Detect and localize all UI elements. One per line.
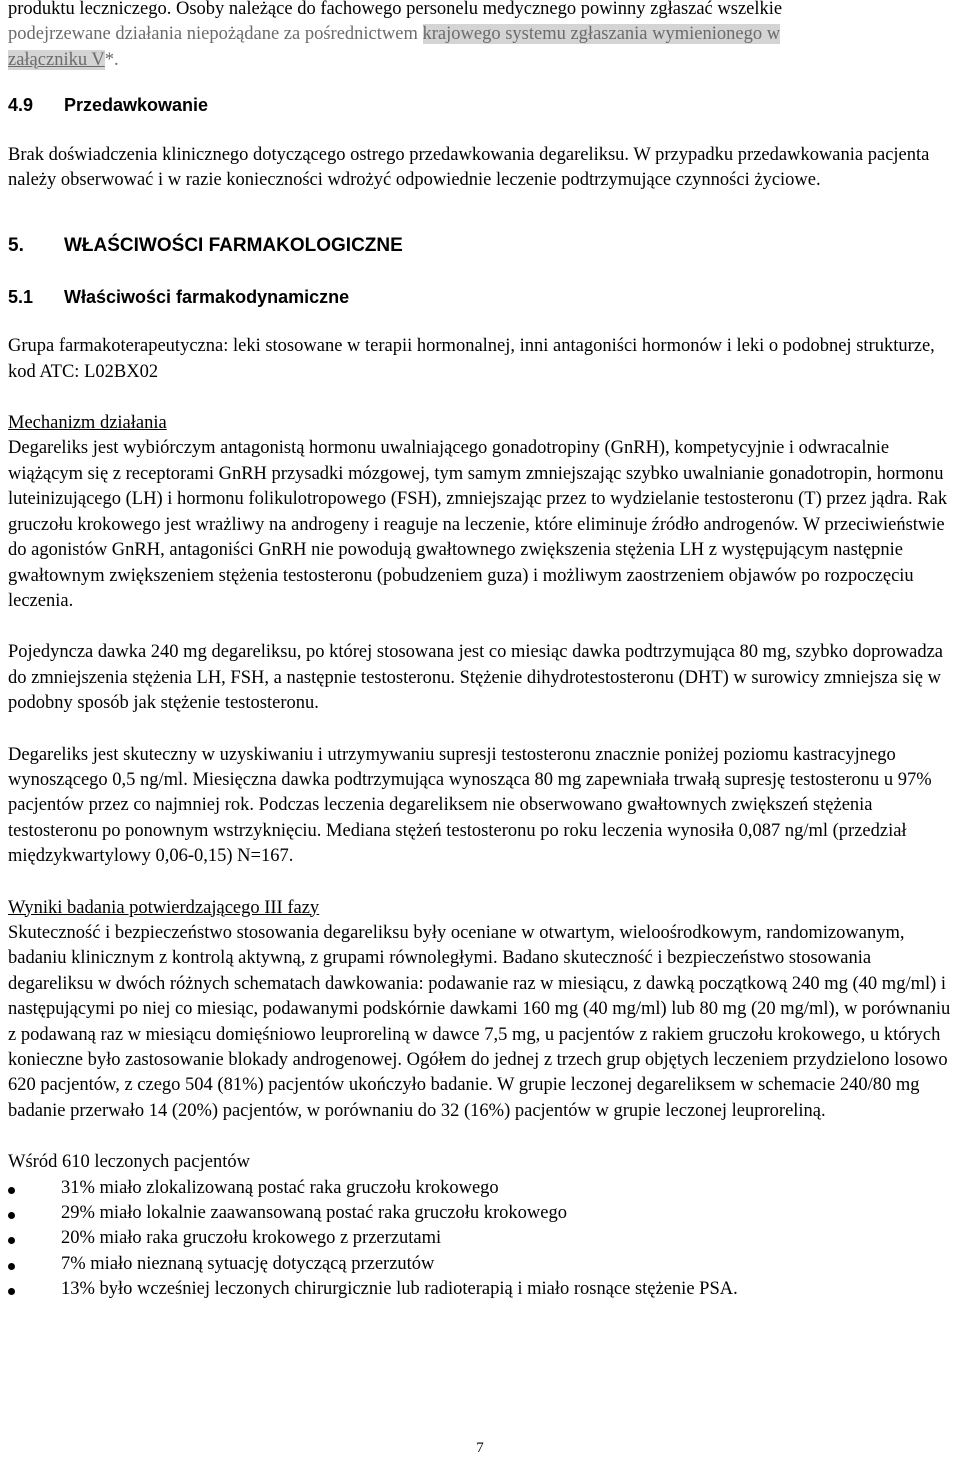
list-item: 13% było wcześniej leczonych chirurgicznie lub radioterapią i miało rosnące stężenie PSA. (8, 1277, 952, 1302)
pharmacotherapeutic-group-paragraph: Grupa farmakoterapeutyczna: leki stosowane w terapii hormonalnej, inni antagoniści hormonów i leki o podobnej strukturze, kod ATC: L02BX02 (8, 336, 935, 382)
patients-bullet-list (8, 1176, 952, 1303)
efficacy-paragraph: Degareliks jest skuteczny w uzyskiwaniu i utrzymywaniu supresji testosteronu znacznie poniżej poziomu kastracyjnego wynoszącego 0,5 ng/ml. Miesięczna dawka podtrzymująca wynosząca 80 mg zapewniała trwałą supresję testosteronu u 97% pacjentów przez co najmniej rok. Podczas leczenia degareliksem nie obserwowano gwałtownych zwiększeń stężenia testosteronu po ponownym wstrzyknięciu. Mediana stężeń testosteronu po roku leczenia wynosiła 0,087 ng/ml (przedział międzykwartylowy 0,06-0,15) N=167. (8, 744, 932, 867)
section-5-1-title: Właściwości farmakodynamiczne (64, 286, 350, 307)
phase3-paragraph: Skuteczność i bezpieczeństwo stosowania degareliksu były oceniane w otwartym, wieloośrodkowym, randomizowanym, badaniu klinicznym z kontrolą aktywną, z grupami równoległymi. Badano skuteczność i bezpieczeństwo stosowania degareliksu w dwóch różnych schematach dawkowania: podawanie raz w miesiącu, z dawką początkową 240 mg (40 mg/ml) i następującymi po niej co miesiąc, podawanymi podskórnie dawkami 160 mg (40 mg/ml) lub 80 mg (20 mg/ml), w porównaniu z podawaną raz w miesiącu domięśniowo leuproreliną w dawce 7,5 mg, u pacjentów z rakiem gruczołu krokowego, u których konieczne było zastosowanie blokady androgenowej. Ogółem do jednej z trzech grup objętych leczeniem przydzielono losowo 620 pacjentów, z czego 504 (81%) pacjentów ukończyło badanie. W grupie leczonej degareliksem w schemacie 240/80 mg badanie przerwało 14 (20%) pacjentów, w porównaniu do 32 (16%) pacjentów w grupie leczonej leuproreliną. (8, 922, 951, 1121)
section-4-9-heading (8, 93, 952, 118)
section-4-9-number: 4.9 (8, 95, 34, 116)
list-item: 20% miało raka gruczołu krokowego z przerzutami (8, 1226, 952, 1251)
dose-paragraph: Pojedyncza dawka 240 mg degareliksu, po której stosowana jest co miesiąc dawka podtrzymująca 80 mg, szybko doprowadza do zmniejszenia stężenia LH, FSH, a następnie testosteronu. Stężenie dihydrotestosteronu (DHT) w surowicy zmniejsza się w podobny sposób jak stężenie testosteronu. (8, 642, 944, 714)
intro-line-3b: *. (104, 49, 119, 70)
reporting-system-link[interactable]: krajowego systemu zgłaszania wymienionego w (422, 24, 781, 45)
section-5-heading (8, 233, 952, 258)
mechanism-label: Mechanizm działania (8, 413, 167, 434)
appendix-v-link[interactable]: załączniku V (8, 49, 105, 70)
list-item: 29% miało lokalnie zaawansowaną postać raka gruczołu krokowego (8, 1201, 952, 1226)
list-item: 31% miało zlokalizowaną postać raka gruczołu krokowego (8, 1176, 952, 1201)
section-5-title: WŁAŚCIWOŚCI FARMAKOLOGICZNE (64, 235, 403, 257)
section-4-9-title: Przedawkowanie (64, 95, 209, 116)
phase3-label: Wyniki badania potwierdzającego III fazy (8, 897, 320, 918)
section-5-number: 5. (8, 235, 24, 257)
intro-line-2a: podejrzewane działania niepożądane za pośrednictwem (8, 24, 423, 45)
page-number: 7 (476, 1440, 484, 1456)
mechanism-paragraph: Degareliks jest wybiórczym antagonistą hormonu uwalniającego gonadotropiny (GnRH), kompetycyjnie i odwracalnie wiążącym się z receptorami GnRH przysadki mózgowej, tym samym zmniejszając szybko uwalnianie gonadotropin, hormonu luteinizującego (LH) i hormonu folikulotropowego (FSH), zmniejszając przez to wydzielanie testosteronu (T) przez jądra. Rak gruczołu krokowego jest wrażliwy na androgeny i reaguje na leczenie, które eliminuje źródło androgenów. W przeciwieństwie do agonistów GnRH, antagoniści GnRH nie powodują gwałtownego zwiększenia stężenia LH z występującym następnie gwałtownym zwiększeniem stężenia testosteronu (pobudzeniem guza) i możliwym zaostrzeniem objawów po rozpoczęciu leczenia. (8, 438, 948, 611)
intro-line-1: produktu leczniczego. Osoby należące do fachowego personelu medycznego powinny zgłaszać wszelkie (8, 0, 783, 19)
overdose-paragraph: Brak doświadczenia klinicznego dotyczącego ostrego przedawkowania degareliksu. W przypadku przedawkowania pacjenta należy obserwować i w razie konieczności wdrożyć odpowiednie leczenie podtrzymujące czynności życiowe. (8, 144, 930, 191)
section-5-1-number: 5.1 (8, 286, 34, 307)
patients-intro: Wśród 610 leczonych pacjentów (8, 1152, 250, 1173)
section-5-1-heading (8, 285, 952, 310)
list-item: 7% miało nieznaną sytuację dotyczącą przerzutów (8, 1252, 952, 1277)
intro-paragraph (8, 0, 952, 73)
